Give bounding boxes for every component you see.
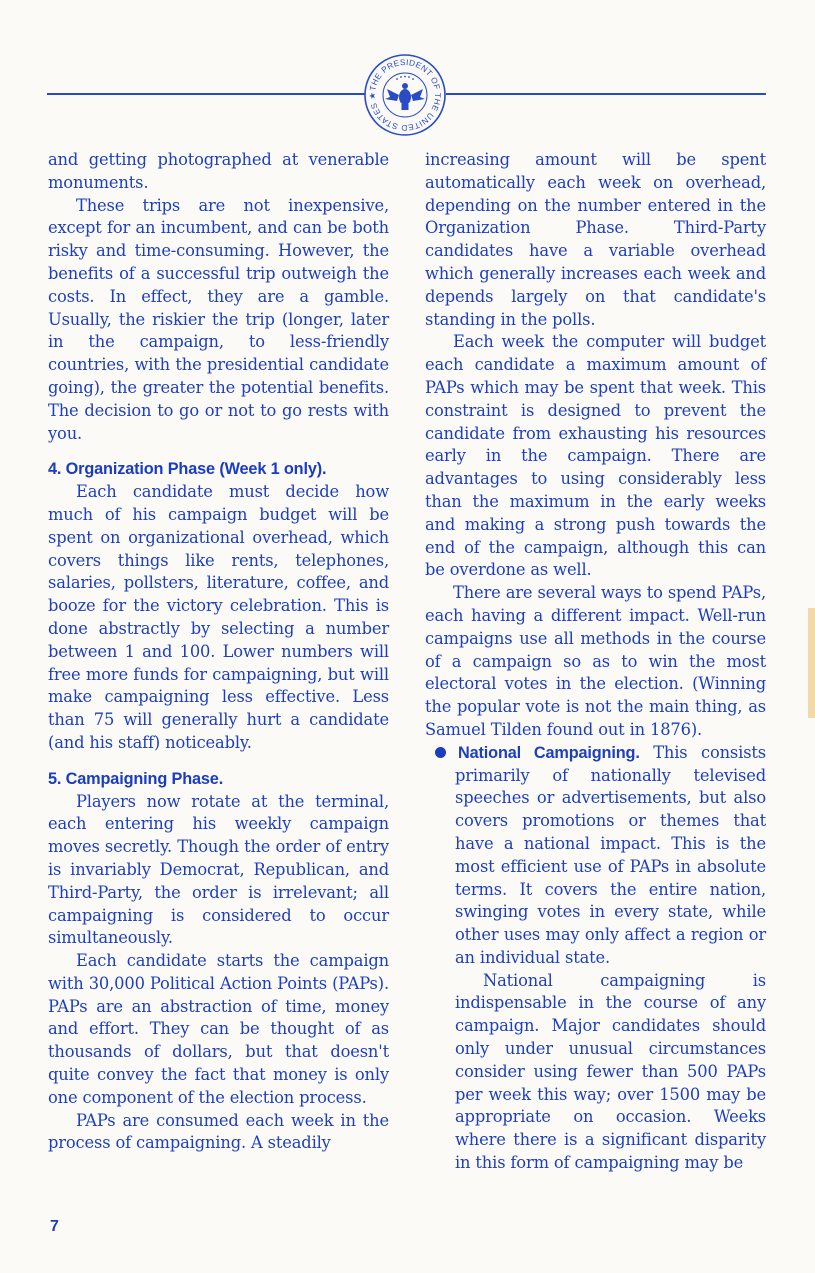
paragraph: Each candidate starts the campaign with 30,000 Political Action Points (PAPs). PAPs are an abstraction of time, money and effort. They can be thought of as thousands of dollars, but that doesn't quite convey the fact that money is only one component of the election process. xyxy=(48,951,389,1107)
paragraph: Players now rotate at the terminal, each entering his weekly campaign moves secretly. Though the order of entry is invariably Democrat, Republican, and Third-Party, the order is irrelevant; all campaigning is considered to occur simultaneously. xyxy=(48,791,389,948)
left-column xyxy=(48,149,389,1155)
section-heading-organization-phase: 4. Organization Phase (Week 1 only). xyxy=(48,460,327,479)
paragraph: Each week the computer will budget each candidate a maximum amount of PAPs which may be spent that week. This constraint is designed to prevent the candidate from exhausting his resources early in the campaign. There are advantages to using considerably less than the maximum in the early weeks and making a strong push towards the end of the campaign, although this can be overdone as well. xyxy=(425,332,766,580)
paragraph: PAPs are consumed each week in the process of campaigning. A steadily xyxy=(48,1110,389,1153)
bullet-paragraph xyxy=(455,742,766,970)
header-rule-left xyxy=(47,93,365,95)
page-edge-tab xyxy=(808,608,815,718)
header-rule-right xyxy=(446,93,766,95)
paragraph: and getting photographed at venerable monuments. xyxy=(48,150,389,192)
paragraph: Each candidate must decide how much of his campaign budget will be spent on organizational overhead, which covers things like rents, telephones, salaries, pollsters, literature, coffee, and booze for the victory celebration. This is done abstractly by selecting a number between 1 and 100. Lower numbers will free more funds for campaigning, but will make campaigning less effective. Less than 75 will generally hurt a candidate (and his staff) noticeably. xyxy=(48,482,389,752)
paragraph: These trips are not inexpensive, except for an incumbent, and can be both risky and time-consuming. However, the benefits of a successful trip outweigh the costs. In effect, they are a gamble. Usually, the riskier the trip (longer, later in the campaign, to less-friendly countries, with the presidential candidate going), the greater the potential benefits. The decision to go or not to go rests with you. xyxy=(48,195,389,443)
presidential-seal-icon xyxy=(363,53,447,137)
paragraph: There are several ways to spend PAPs, each having a different impact. Well-run campaigns use all methods in the course of a campaign so as to win the most electoral votes in the election. (Winning the popular vote is not the main thing, as Samuel Tilden found out in 1876). xyxy=(425,583,766,739)
paragraph: increasing amount will be spent automatically each week on overhead, depending on the number entered in the Organization Phase. Third-Party candidates have a variable overhead which generally increases each week and depends largely on that candidate's standing in the polls. xyxy=(425,150,766,329)
bullet-title: National Campaigning. xyxy=(458,743,640,762)
national-campaigning-section xyxy=(425,742,766,1175)
right-column xyxy=(425,149,766,1175)
paragraph: National campaigning is indispensable in the course of any campaign. Major candidates should only under unusual circumstances consider using fewer than 500 PAPs per week this way; over 1500 may be appropriate on occasion. Weeks where there is a significant disparity in this form of campaigning may be xyxy=(455,970,766,1173)
page-number: 7 xyxy=(50,1218,59,1235)
bullet-text: This consists primarily of nationally televised speeches or advertisements, but also covers promotions or themes that have a national impact. This is the most efficient use of PAPs in absolute terms. It covers the entire nation, swinging votes in every state, while other uses may only affect a region or an individual state. xyxy=(455,742,766,967)
section-heading-campaigning-phase: 5. Campaigning Phase. xyxy=(48,769,224,788)
bullet-icon xyxy=(435,747,446,758)
svg-text:THE PRESIDENT OF THE UNITED ST: THE PRESIDENT OF THE UNITED STATES ★ xyxy=(367,57,443,133)
